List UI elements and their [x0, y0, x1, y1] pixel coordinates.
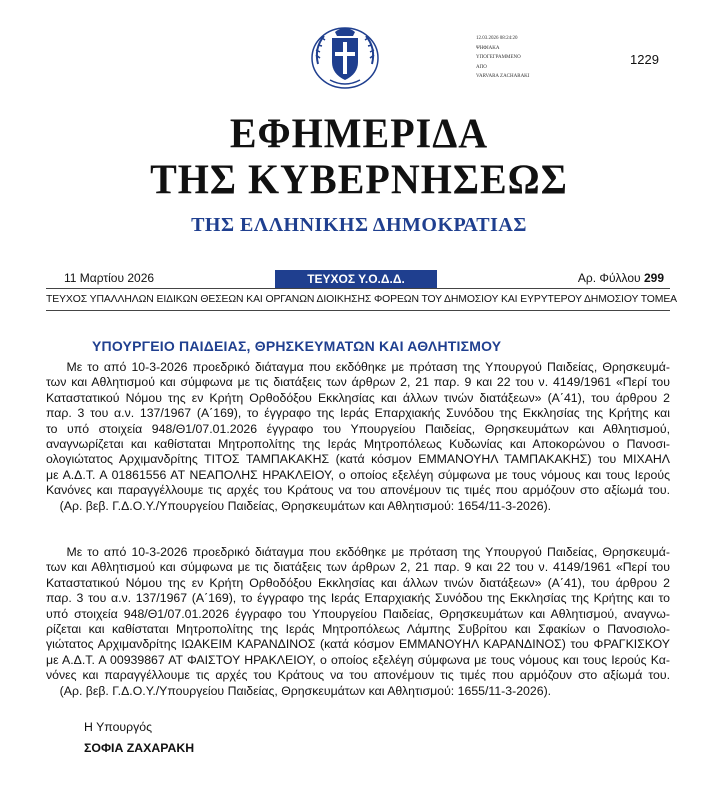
- gazette-subtitle: ΤΗΣ ΕΛΛΗΝΙΚΗΣ ΔΗΜΟΚΡΑΤΙΑΣ: [191, 214, 527, 236]
- text-line: νόνες και παραγγέλλουμε τις αρχές του Κράτους να του απονέμουν τις τιμές που αρμόζουν στο αξίωμά του.: [46, 668, 670, 683]
- text-line: Καταστατικού Νόμου της εν Κρήτη Ορθοδόξου Εκκλησίας και άλλων τινών διατάξεων» (Α΄41), του άρθρου 2: [46, 575, 670, 590]
- divider: [46, 288, 670, 289]
- issue-sheet-number: [578, 271, 664, 285]
- digital-signature-block: [476, 34, 529, 82]
- signatory-role: Η Υπουργός: [84, 720, 153, 734]
- text-line: παρ. 3 του α.ν. 137/1967 (Α΄169), το έγγραφο της Ιεράς Επαρχιακής Συνόδου της Εκκλησίας της Κρήτης και το: [46, 591, 670, 606]
- ministry-heading: ΥΠΟΥΡΓΕΙΟ ΠΑΙΔΕΙΑΣ, ΘΡΗΣΚΕΥΜΑΤΩΝ ΚΑΙ ΑΘΛΗΤΙΣΜΟΥ: [92, 338, 502, 354]
- series-description: ΤΕΥΧΟΣ ΥΠΑΛΛΗΛΩΝ ΕΙΔΙΚΩΝ ΘΕΣΕΩΝ ΚΑΙ ΟΡΓΑΝΩΝ ΔΙΟΙΚΗΣΗΣ ΦΟΡΕΩΝ ΤΟΥ ΔΗΜΟΣΙΟΥ ΚΑΙ ΕΥΡΥΤΕΡΟΥ ΔΗΜΟΣΙΟΥ ΤΟΜΕΑ: [46, 294, 677, 305]
- text-line: Με το από 10-3-2026 προεδρικό διάταγμα που εκδόθηκε με πρόταση της Υπουργού Παιδείας, Θρησκευμά-: [46, 545, 670, 559]
- text-line: αναγνωρίζεται και καθίσταται Μητροπολίτης της Ιεράς Μητροπόλεως Κυδωνίας και Αποκορώνου ο Πανοσι-: [46, 437, 670, 452]
- text-line: Με το από 10-3-2026 προεδρικό διάταγμα που εκδόθηκε με πρόταση της Υπουργού Παιδείας, Θρησκευμά-: [46, 360, 670, 374]
- text-line: γιώτατος Αρχιμανδρίτης ΙΩΑΚΕΙΜ ΚΑΡΑΝΔΙΝΟΣ (κατά κόσμον ΕΜΜΑΝΟΥΗΛ ΚΑΡΑΝΔΙΝΟΣ) του ΦΡΑΓΚΙΣΚΟΥ: [46, 637, 670, 652]
- signature-timestamp: 12.03.2026 08:24:20: [476, 36, 518, 41]
- text-line: των και Αθλητισμού και σύμφωνα με τις διατάξεις των άρθρων 2, 21 παρ. 9 και 22 του ν. 4149/1961 «Περί του: [46, 560, 670, 575]
- text-line: ολογιώτατος Αρχιμανδρίτης ΤΙΤΟΣ ΤΑΜΠΑΚΑΚΗΣ (κατά κόσμον ΕΜΜΑΝΟΥΗΛ ΤΑΜΠΑΚΑΚΗΣ) του ΜΙΧΑΗΛ: [46, 452, 670, 467]
- text-line: των και Αθλητισμού και σύμφωνα με τις διατάξεις των άρθρων 2, 21 παρ. 9 και 22 του ν. 4149/1961 «Περί του: [46, 375, 670, 390]
- greek-coat-of-arms-icon: [310, 18, 380, 90]
- sheet-number: 299: [643, 271, 664, 285]
- signature-line: ΥΠΟΓΕΓΡΑΜΜΕΝΟ: [476, 55, 521, 60]
- certificate-line: (Αρ. βεβ. Γ.Δ.Ο.Υ./Υπουργείου Παιδείας, Θρησκευμάτων και Αθλητισμού: 1654/11-3-2026).: [46, 498, 552, 513]
- gazette-title-line1: ΕΦΗΜΕΡΙΔΑ: [229, 109, 489, 158]
- text-line: με Α.Δ.Τ. Α 01861556 ΑΤ ΝΕΑΠΟΛΗΣ ΗΡΑΚΛΕΙΟΥ, ο οποίος εξελέγη σύμφωνα με τους νόμους και τους Ιερούς: [46, 467, 670, 482]
- signature-line: ΑΠΟ: [476, 64, 487, 70]
- divider: [46, 310, 670, 311]
- text-line: Καταστατικού Νόμου της εν Κρήτη Ορθοδόξου Εκκλησίας και άλλων τινών διατάξεων» (Α΄41), του άρθρου 2: [46, 390, 670, 405]
- page-number: 1229: [630, 52, 659, 67]
- gazette-title-line2: ΤΗΣ ΚΥΒΕΡΝΗΣΕΩΣ: [150, 155, 568, 204]
- text-line: ρίζεται και καθίσταται Μητροπολίτης της Ιεράς Μητροπόλεως Λάμπης Συβρίτου και Σφακίων ο Πανοσιολο-: [46, 622, 670, 637]
- text-line: με Α.Δ.Τ. Α 00939867 ΑΤ ΦΑΙΣΤΟΥ ΗΡΑΚΛΕΙΟΥ, ο οποίος εξελέγη σύμφωνα με τους νόμους και τους Ιερούς Κα-: [46, 652, 670, 667]
- text-line: το υπό στοιχεία 948/Θ1/07.01.2026 έγγραφο του Υπουργείου Παιδείας, Θρησκευμάτων και Αθλητισμού,: [46, 421, 670, 436]
- decree-paragraph: [46, 360, 670, 514]
- signature-signer: VARVARA ZACHARAKI: [476, 74, 530, 79]
- decree-paragraph: [46, 545, 670, 699]
- text-line: υπό στοιχεία 948/Θ1/07.01.2026 έγγραφο του Υπουργείου Παιδείας, Θρησκευμάτων και Αθλητισμού, αναγνω-: [46, 606, 670, 621]
- issue-bar: [46, 270, 670, 288]
- sheet-label: Αρ. Φύλλου: [577, 271, 641, 285]
- text-line: Κανόνες και παραγγέλλουμε τις αρχές του Κράτους να του απονέμουν τις τιμές που αρμόζουν στο αξίωμά του.: [46, 483, 670, 498]
- signature-line: ΨΗΦΙΑΚΑ: [476, 45, 500, 51]
- text-line: παρ. 3 του α.ν. 137/1967 (Α΄169), το έγγραφο της Ιεράς Επαρχιακής Συνόδου της Εκκλησίας της Κρήτης και: [46, 406, 670, 421]
- issue-series-badge: ΤΕΥΧΟΣ Υ.Ο.Δ.Δ.: [275, 270, 437, 288]
- signatory-name: ΣΟΦΙΑ ΖΑΧΑΡΑΚΗ: [84, 741, 195, 755]
- issue-date: 11 Μαρτίου 2026: [64, 271, 155, 285]
- certificate-line: (Αρ. βεβ. Γ.Δ.Ο.Υ./Υπουργείου Παιδείας, Θρησκευμάτων και Αθλητισμού: 1655/11-3-2026).: [46, 683, 552, 698]
